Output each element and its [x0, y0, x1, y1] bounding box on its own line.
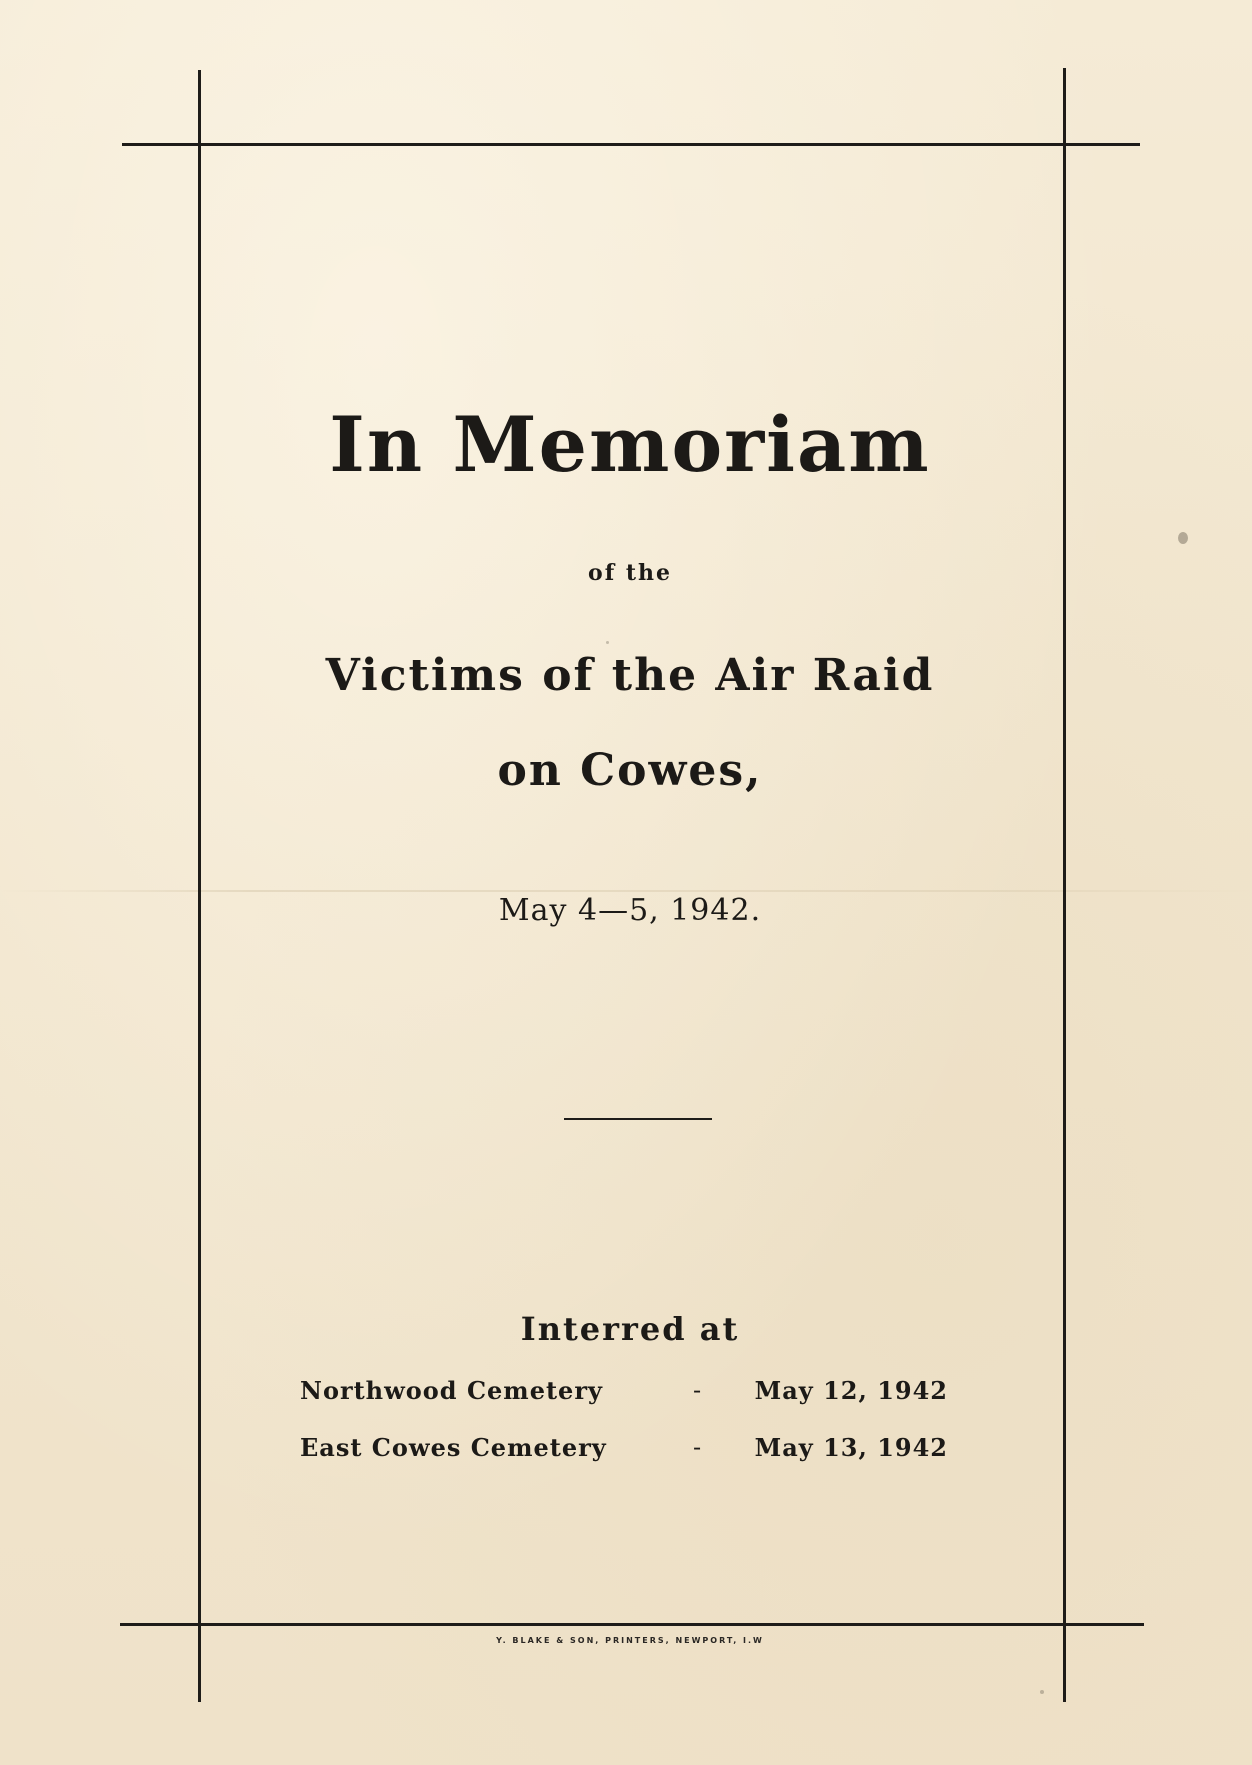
cowes-heading: on Cowes, [497, 745, 763, 796]
cemetery-row [300, 1376, 960, 1416]
section-divider [564, 1118, 712, 1120]
interment-date: May 13, 1942 [754, 1433, 948, 1462]
cemetery-name: East Cowes Cemetery [300, 1433, 607, 1462]
raid-date: May 4—5, 1942. [498, 893, 762, 928]
victims-heading: Victims of the Air Raid [325, 650, 935, 701]
interred-heading: Interred at [520, 1310, 740, 1348]
paper-speck [1178, 532, 1188, 544]
top-border-rule [122, 143, 1140, 146]
cemetery-separator: - [693, 1376, 703, 1404]
printer-imprint: Y. BLAKE & SON, PRINTERS, NEWPORT, I.W [496, 1636, 764, 1645]
cemetery-name: Northwood Cemetery [300, 1376, 603, 1405]
memoriam-title: In Memoriam [329, 400, 931, 489]
of-the-text: of the [588, 560, 672, 586]
bottom-border-rule [120, 1623, 1144, 1626]
paper-speck [1040, 1690, 1044, 1694]
cemetery-row [300, 1433, 960, 1473]
cemetery-separator: - [693, 1433, 703, 1461]
paper-speck [606, 641, 609, 644]
right-border-rule [1063, 68, 1066, 1702]
interment-date: May 12, 1942 [754, 1376, 948, 1405]
left-border-rule [198, 70, 201, 1702]
